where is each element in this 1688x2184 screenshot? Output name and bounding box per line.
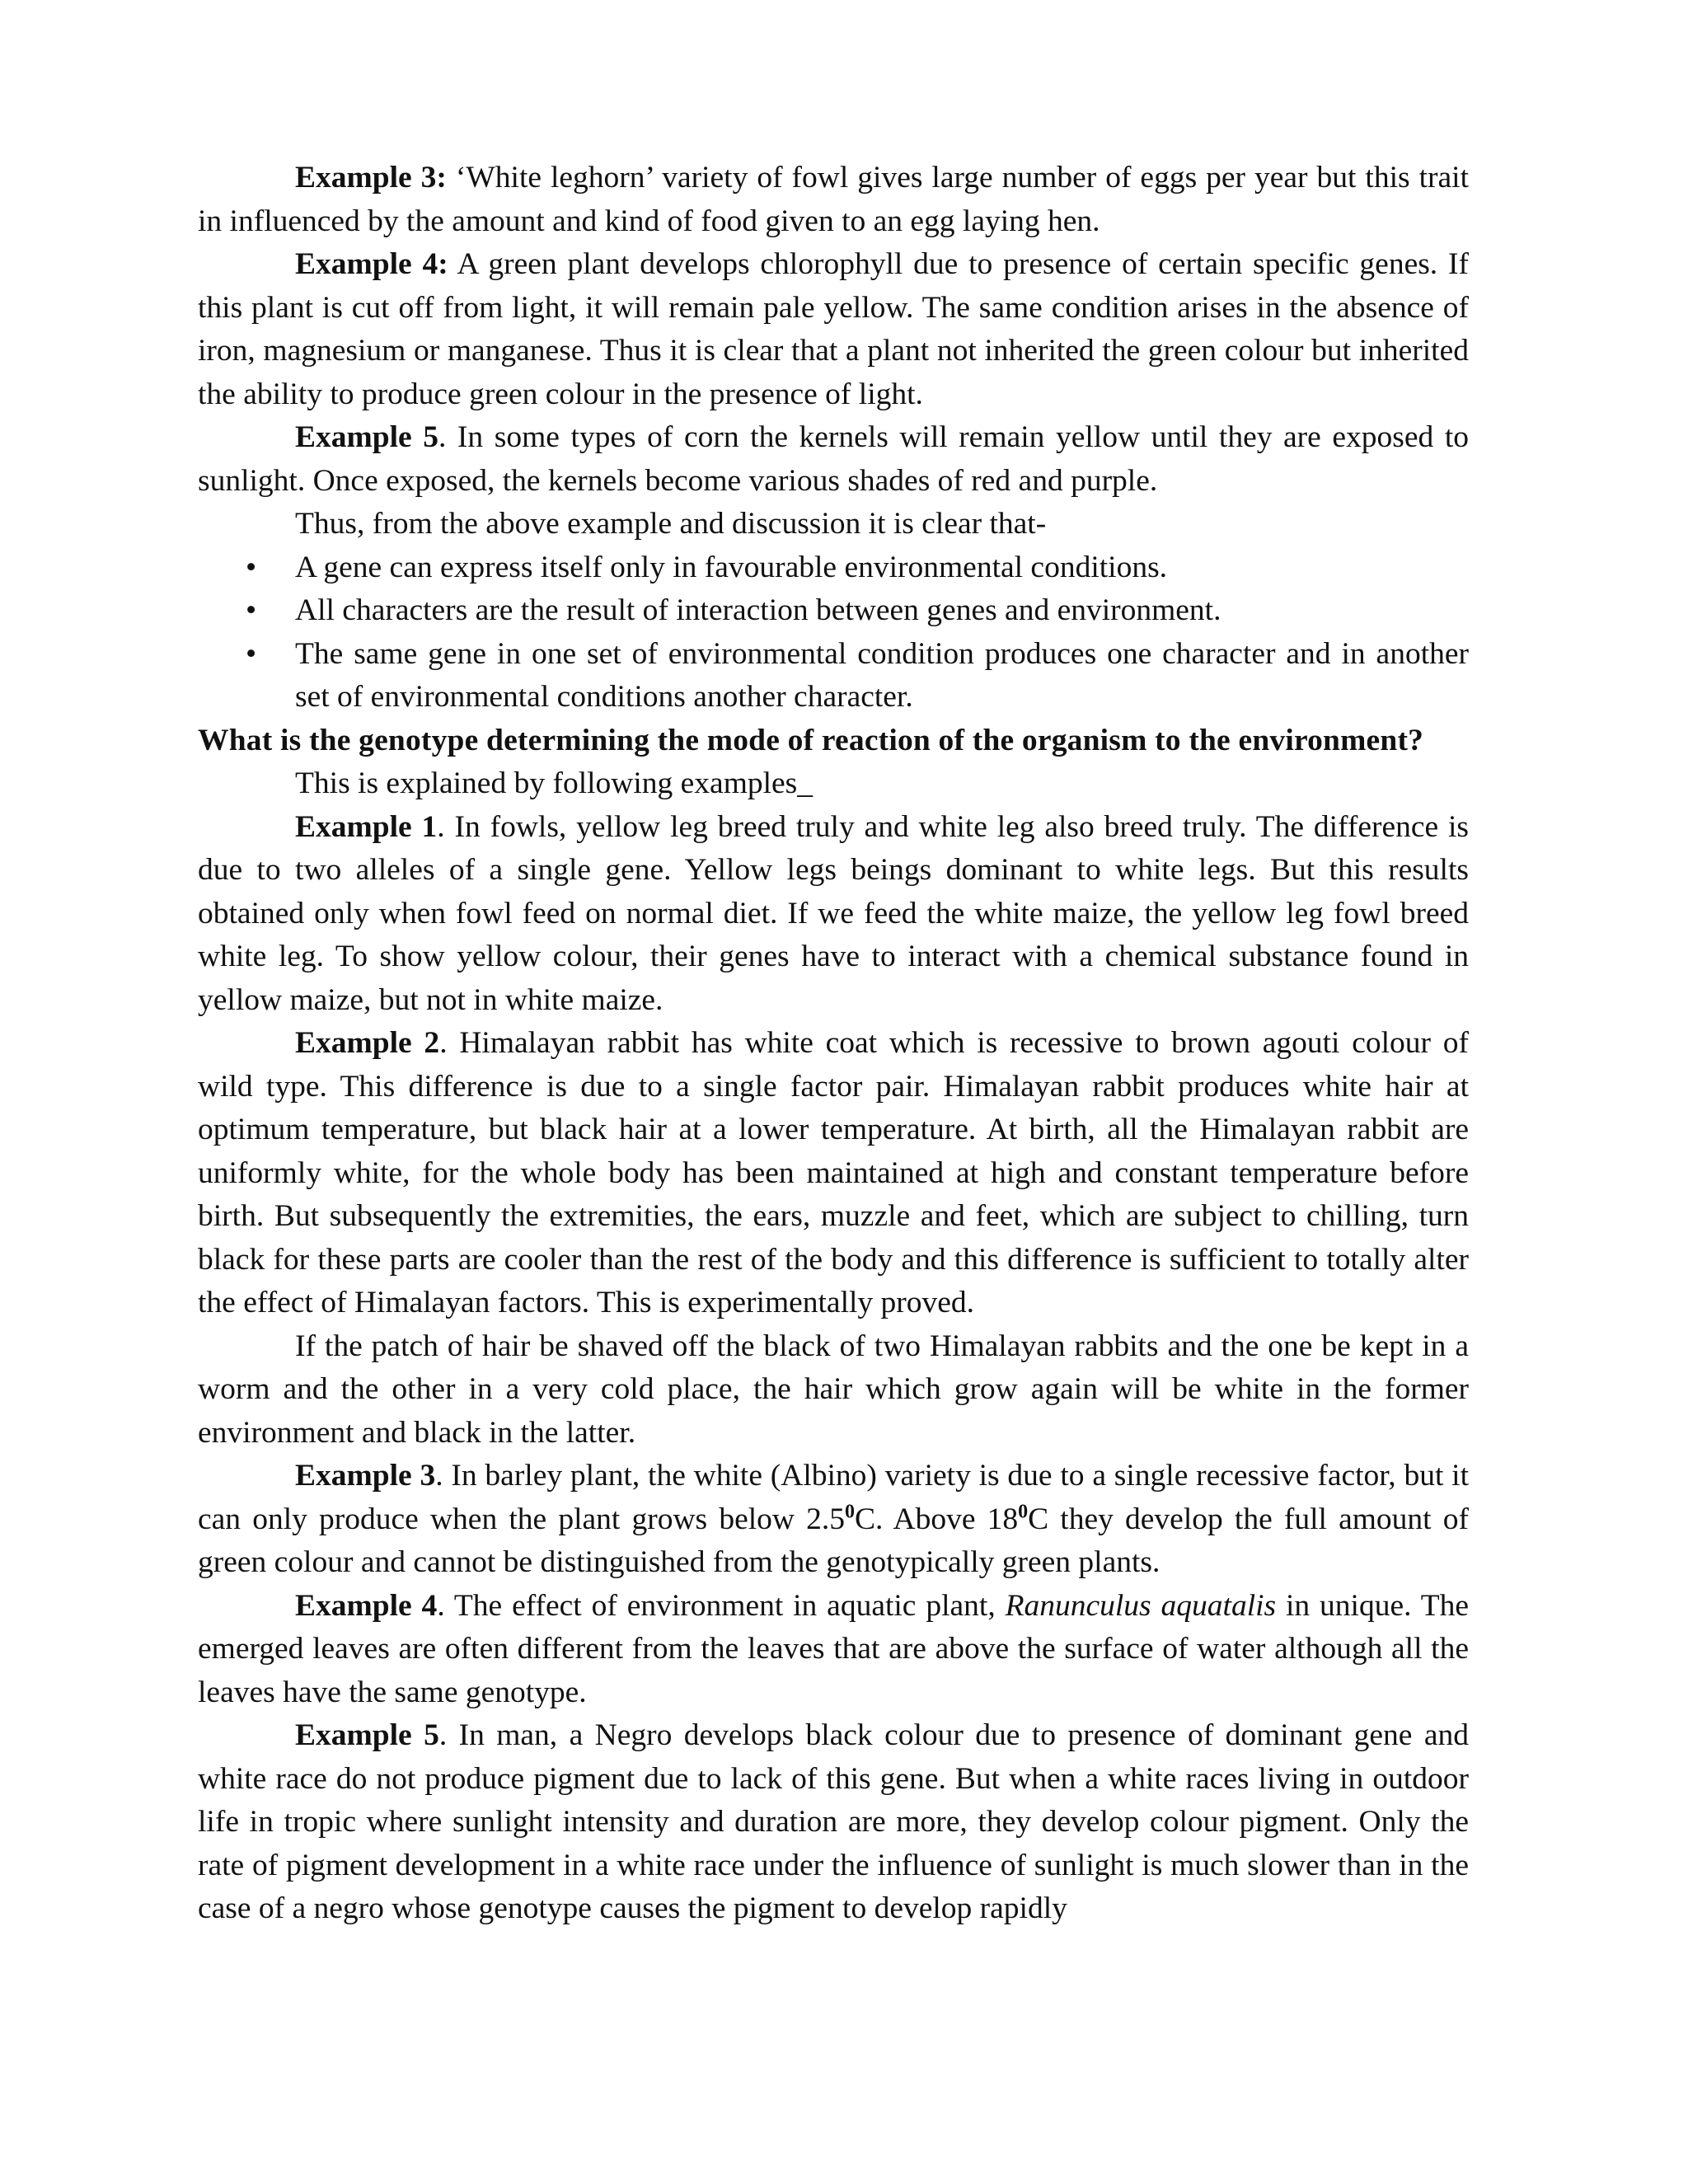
paragraph-example-4-chlorophyll	[198, 243, 1469, 416]
paragraph-text: C they develop the full amount of green colour and cannot be distinguished from the genotypically green plants.	[198, 1502, 1469, 1579]
paragraph-rabbit-experiment: If the patch of hair be shaved off the black of two Himalayan rabbits and the one be kept in a worm and the other in a very cold place, the hair which grow again will be white in the former environment and black in the latter.	[198, 1329, 1469, 1450]
bullet-text: All characters are the result of interaction between genes and environment.	[295, 593, 1221, 627]
paragraph-text: . In fowls, yellow leg breed truly and white leg also breed truly. The difference is due to two alleles of a single gene. Yellow legs beings dominant to white legs. But this results obtained only when fowl feed on normal diet. If we feed the white maize, the yellow leg fowl breed white leg. To show yellow colour, their genes have to interact with a chemical substance found in yellow maize, but not in white maize.	[198, 809, 1470, 1017]
paragraph-example-3-barley	[198, 1455, 1469, 1585]
conclusion-bullet-list	[198, 546, 1469, 719]
paragraph-text: in unique. The emerged leaves are often different from the leaves that are above the surface of water although all the leaves have the same genotype.	[198, 1588, 1469, 1709]
bullet-item	[198, 589, 1469, 633]
paragraph-text: . In barley plant, the white (Albino) variety is due to a single recessive factor, but it can only produce when the plant grows below 2.5	[198, 1459, 1470, 1536]
bullet-text: The same gene in one set of environmental condition produces one character and in another set of environmental conditions another character.	[295, 636, 1469, 714]
example-label: Example 3:	[295, 161, 447, 194]
example-label: Example 5	[295, 1718, 439, 1752]
paragraph-text: ‘White leghorn’ variety of fowl gives large number of eggs per year but this trait in influenced by the amount and kind of food given to an egg laying hen.	[198, 161, 1469, 238]
paragraph-text: . Himalayan rabbit has white coat which is recessive to brown agouti colour of wild type. This difference is due to a single factor pair. Himalayan rabbit produces white hair at optimum temperature, but black hair at a lower temperature. At birth, all the Himalayan rabbit are uniformly white, for the whole body has been maintained at high and constant temperature before birth. But subsequently the extremities, the ears, muzzle and feet, which are subject to chilling, turn black for these parts are cooler than the rest of the body and this difference is sufficient to totally alter the effect of Himalayan factors. This is experimentally proved.	[198, 1026, 1469, 1319]
document-page	[198, 157, 1469, 1931]
example-label: Example 5	[295, 420, 438, 454]
bullet-icon: •	[246, 593, 257, 627]
bullet-item	[198, 546, 1469, 590]
paragraph-text: . In man, a Negro develops black colour due to presence of dominant gene and white race do not produce pigment due to lack of this gene. But when a white races living in outdoor life in tropic where sunlight intensity and duration are more, they develop colour pigment. Only the rate of pigment development in a white race under the influence of sunlight is much slower than in the case of a negro whose genotype causes the pigment to develop rapidly	[198, 1718, 1469, 1925]
paragraph-example-5-pigment	[198, 1714, 1469, 1931]
explain-line: This is explained by following examples_	[295, 766, 814, 800]
example-label: Example 3	[295, 1459, 436, 1493]
section-heading: What is the genotype determining the mode of reaction of the organism to the environment?	[198, 723, 1424, 757]
example-label: Example 2	[295, 1026, 440, 1060]
example-label: Example 1	[295, 809, 438, 844]
paragraph-text: . The effect of environment in aquatic plant,	[437, 1588, 1006, 1623]
bullet-icon: •	[246, 636, 257, 671]
species-name: Ranunculus aquatalis	[1005, 1588, 1277, 1623]
paragraph-text: A green plant develops chlorophyll due to presence of certain specific genes. If this plant is cut off from light, it will remain pale yellow. The same condition arises in the absence of iron, magnesium or manganese. Thus it is clear that a plant not inherited the green colour but inherited the ability to produce green colour in the presence of light.	[198, 247, 1469, 411]
paragraph-example-5-corn	[198, 416, 1469, 503]
degree-superscript: 0	[845, 1501, 855, 1522]
bullet-icon: •	[246, 550, 257, 584]
degree-superscript: 0	[1018, 1501, 1029, 1522]
paragraph-example-1-fowl-legs	[198, 806, 1469, 1023]
paragraph-text: C. Above 18	[855, 1502, 1019, 1536]
example-label: Example 4	[295, 1588, 438, 1623]
bullet-item	[198, 633, 1469, 719]
example-label: Example 4:	[295, 247, 448, 281]
bullet-text: A gene can express itself only in favourable environmental conditions.	[295, 550, 1168, 584]
paragraph-text: . In some types of corn the kernels will remain yellow until they are exposed to sunlight. Once exposed, the kernels become various shades of red and purple.	[198, 420, 1469, 498]
paragraph-example-3-fowl	[198, 157, 1469, 243]
paragraph-example-2-himalayan-rabbit	[198, 1022, 1469, 1325]
conclusion-intro: Thus, from the above example and discussion it is clear that-	[295, 507, 1047, 541]
paragraph-example-4-aquatic-plant	[198, 1585, 1469, 1715]
